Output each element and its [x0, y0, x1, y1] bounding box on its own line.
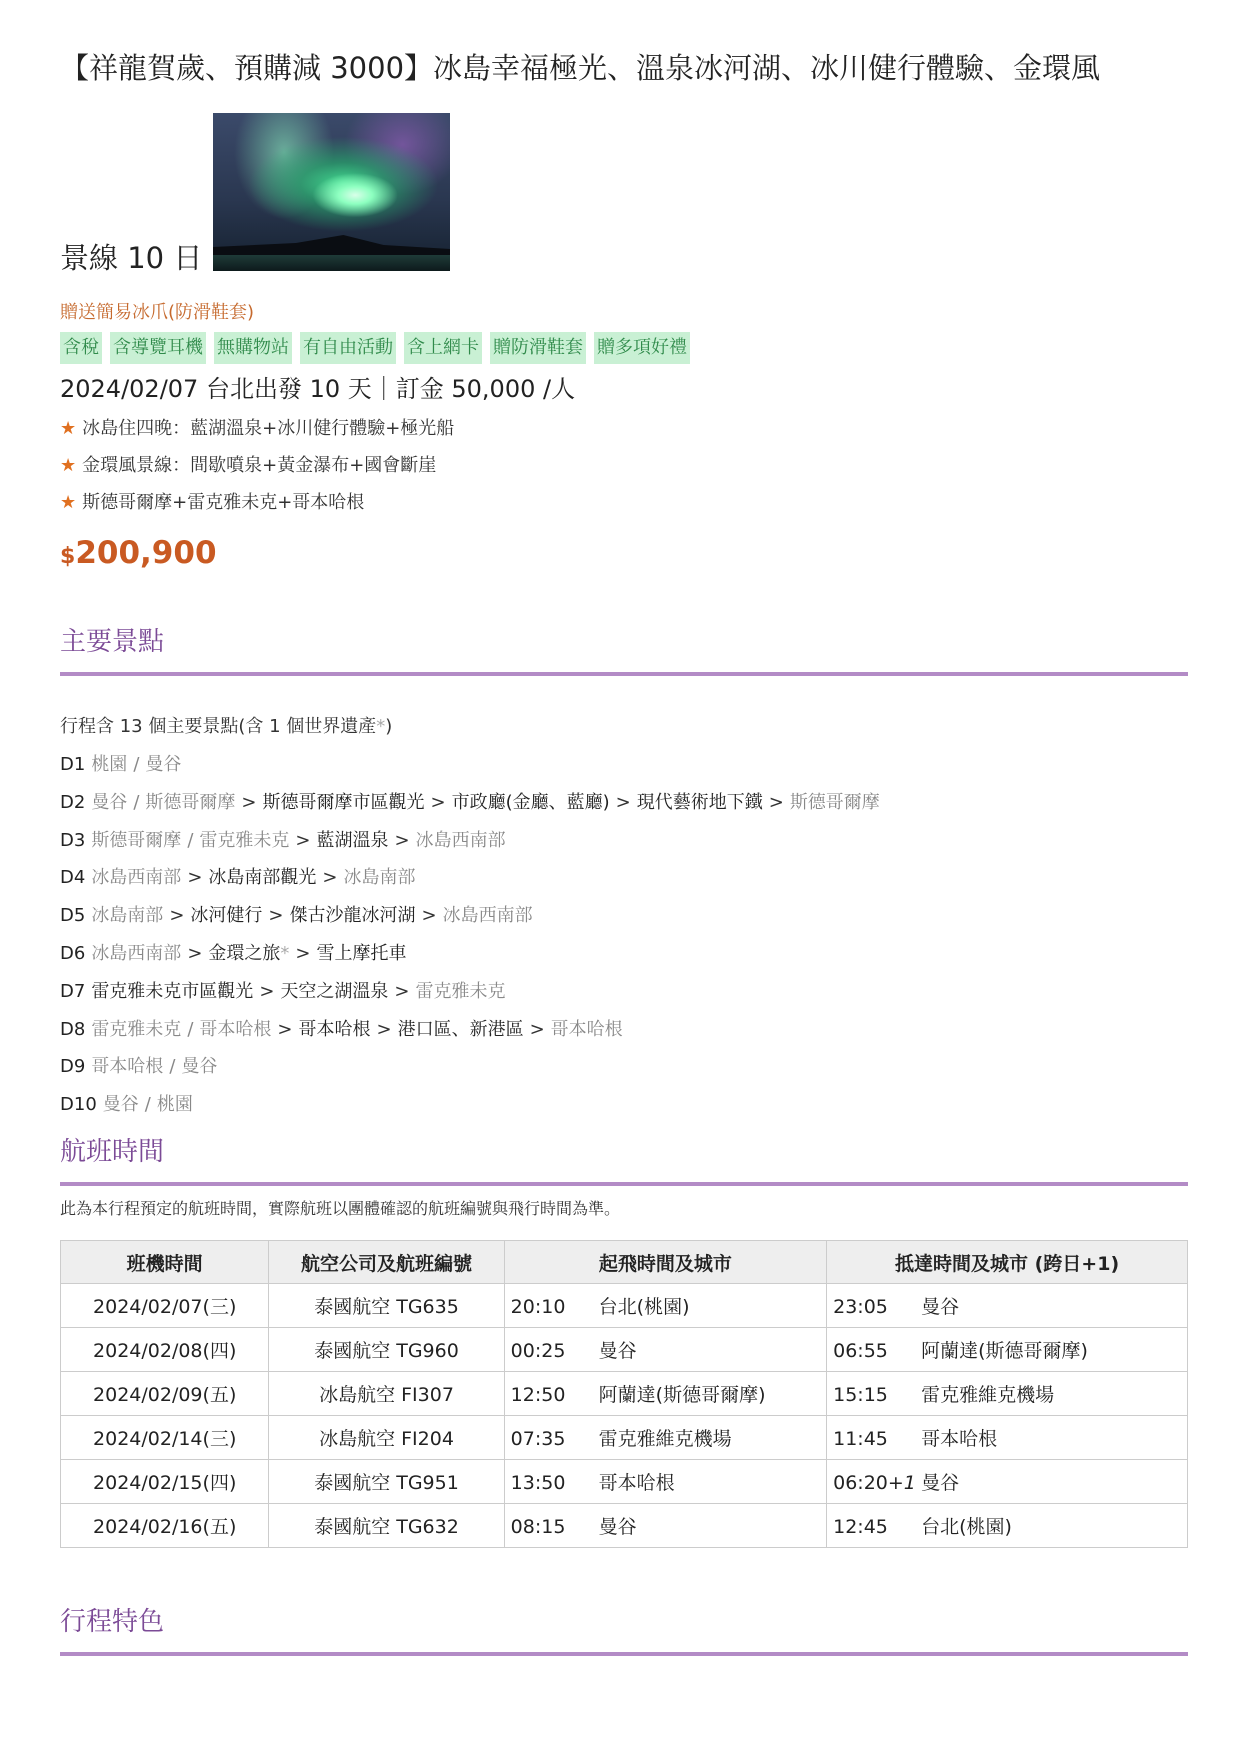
- day-start: 斯德哥爾摩: [91, 829, 182, 851]
- day-start: 哥本哈根: [91, 1056, 164, 1078]
- arrow-separator: >: [768, 791, 784, 813]
- day-start: 雷克雅未克: [91, 1018, 182, 1040]
- day-spot: 雪上摩托車: [316, 942, 407, 964]
- flight-date: 2024/02/15(四): [61, 1460, 269, 1504]
- feature-tags: [60, 332, 690, 364]
- arrival-city: 哥本哈根: [921, 1428, 998, 1450]
- arrow-separator: >: [295, 942, 311, 964]
- flight-airline: 冰島航空 FI204: [269, 1416, 504, 1460]
- arrow-separator: >: [322, 867, 338, 889]
- departure-city: 台北(桃園): [598, 1296, 690, 1318]
- flight-date: 2024/02/14(三): [61, 1416, 269, 1460]
- day-start: 桃園: [91, 754, 128, 775]
- price-currency: $: [60, 544, 76, 569]
- highlights-list: [60, 410, 454, 521]
- price-amount: 200,900: [75, 535, 217, 571]
- tag: 含導覽耳機: [110, 332, 206, 364]
- flight-date: 2024/02/16(五): [61, 1504, 269, 1548]
- flight-arrival: [827, 1372, 1188, 1416]
- departure-city: 曼谷: [598, 1516, 637, 1538]
- itinerary-day: [60, 859, 880, 897]
- tour-title: 【祥龍賀歲、預購減 3000】冰島幸福極光、溫泉冰河湖、冰川健行體驗、金環風: [60, 51, 1101, 85]
- highlight-item: ★ 斯德哥爾摩+雷克雅未克+哥本哈根: [60, 492, 365, 513]
- spots-intro: 行程含 13 個主要景點(含 1 個世界遺產*): [60, 716, 393, 737]
- arrow-separator: >: [259, 980, 275, 1002]
- day-code: D7: [60, 980, 86, 1002]
- flight-airline: 泰國航空 TG632: [269, 1504, 504, 1548]
- flight-table: [60, 1240, 1188, 1548]
- itinerary-day: [60, 973, 880, 1011]
- aurora-photo: [213, 113, 450, 271]
- highlight-item: ★ 冰島住四晚：藍湖溫泉+冰川健行體驗+極光船: [60, 418, 455, 439]
- itinerary-day: [60, 1086, 880, 1124]
- day-start: 曼谷: [91, 791, 128, 813]
- day-stay: 冰島南部: [343, 867, 416, 889]
- table-row: [61, 1284, 1188, 1328]
- arrow-separator: >: [421, 905, 437, 927]
- day-spot: 斯德哥爾摩市區觀光: [262, 791, 425, 813]
- itinerary-day: [60, 784, 880, 822]
- day-spot: 冰島南部觀光: [208, 867, 317, 889]
- departure-time: 13:50: [510, 1472, 566, 1494]
- flight-note: 此為本行程預定的航班時間，實際航班以團體確認的航班編號與飛行時間為準。: [60, 1199, 621, 1218]
- arrow-separator: >: [430, 791, 446, 813]
- flight-arrival: [827, 1328, 1188, 1372]
- day-spot: 金環之旅: [208, 942, 281, 964]
- day-stay: 雷克雅未克: [415, 980, 506, 1002]
- flight-departure: [504, 1416, 826, 1460]
- day-separator: /: [187, 829, 194, 851]
- star-icon: ★: [60, 455, 77, 476]
- flight-arrival: [827, 1504, 1188, 1548]
- flight-departure: [504, 1460, 826, 1504]
- day-separator: /: [133, 791, 140, 813]
- tour-title-continued: 景線 10 日: [60, 241, 203, 275]
- star-icon: ★: [60, 418, 77, 439]
- flight-arrival: [827, 1460, 1188, 1504]
- tag: 有自由活動: [300, 332, 396, 364]
- day-spot: 現代藝術地下鐵: [636, 791, 763, 813]
- flight-airline: 泰國航空 TG951: [269, 1460, 504, 1504]
- arrow-separator: >: [241, 791, 257, 813]
- day-end: 雷克雅未克: [199, 829, 290, 851]
- day-end: 桃園: [156, 1094, 193, 1116]
- table-row: [61, 1328, 1188, 1372]
- day-spot: 雷克雅未克市區觀光: [91, 980, 254, 1002]
- day-code: D3: [60, 829, 86, 851]
- arrival-city: 阿蘭達(斯德哥爾摩): [921, 1340, 1088, 1362]
- itinerary-day: [60, 935, 880, 973]
- day-stay: 斯德哥爾摩: [789, 791, 880, 813]
- flight-departure: [504, 1328, 826, 1372]
- arrow-separator: >: [268, 905, 284, 927]
- column-header: 航空公司及航班編號: [269, 1241, 504, 1284]
- day-separator: /: [133, 754, 140, 775]
- departure-time: 00:25: [510, 1340, 566, 1362]
- itinerary-day: [60, 897, 880, 935]
- departure-city: 曼谷: [598, 1340, 637, 1362]
- flight-airline: 泰國航空 TG960: [269, 1328, 504, 1372]
- day-separator: /: [144, 1094, 151, 1116]
- flight-date: 2024/02/07(三): [61, 1284, 269, 1328]
- section-title-flights: 航班時間: [60, 1132, 1188, 1186]
- day-end: 哥本哈根: [199, 1018, 272, 1040]
- day-spot: 港口區、新港區: [397, 1018, 524, 1040]
- arrow-separator: >: [376, 1018, 392, 1040]
- section-title-features: 行程特色: [60, 1602, 1188, 1656]
- departure-time: 12:50: [510, 1384, 566, 1406]
- day-separator: /: [169, 1056, 176, 1078]
- flight-table-header: [61, 1241, 1188, 1284]
- day-code: D9: [60, 1056, 86, 1078]
- arrival-city: 曼谷: [921, 1472, 960, 1494]
- departure-info: 2024/02/07 台北出發 10 天｜訂金 50,000 /人: [60, 375, 576, 403]
- photo-water: [213, 255, 450, 271]
- departure-city: 哥本哈根: [598, 1472, 675, 1494]
- day-stay: 冰島西南部: [442, 905, 533, 927]
- departure-city: 阿蘭達(斯德哥爾摩): [598, 1384, 766, 1406]
- day-end: 曼谷: [145, 754, 182, 775]
- tag: 含上網卡: [404, 332, 482, 364]
- column-header: 班機時間: [61, 1241, 269, 1284]
- arrow-separator: >: [277, 1018, 293, 1040]
- itinerary-day: [60, 1011, 880, 1049]
- day-code: D4: [60, 867, 86, 889]
- day-spot: 冰河健行: [190, 905, 263, 927]
- day-separator: /: [187, 1018, 194, 1040]
- arrival-time: 12:45: [833, 1516, 888, 1538]
- day-start: 冰島西南部: [91, 867, 182, 889]
- arrival-time: 15:15: [833, 1384, 888, 1406]
- arrival-city: 台北(桃園): [921, 1516, 1012, 1538]
- flight-airline: 冰島航空 FI307: [269, 1372, 504, 1416]
- table-row: [61, 1372, 1188, 1416]
- arrival-city: 雷克雅維克機場: [921, 1384, 1055, 1406]
- flight-date: 2024/02/09(五): [61, 1372, 269, 1416]
- flight-arrival: [827, 1284, 1188, 1328]
- day-stay: 哥本哈根: [550, 1018, 623, 1040]
- day-code: D8: [60, 1018, 86, 1040]
- flight-departure: [504, 1372, 826, 1416]
- arrival-time: 06:20+1: [833, 1472, 916, 1494]
- flight-date: 2024/02/08(四): [61, 1328, 269, 1372]
- itinerary-days: [60, 746, 880, 1124]
- arrow-separator: >: [295, 829, 311, 851]
- day-end: 斯德哥爾摩: [145, 791, 236, 813]
- departure-time: 07:35: [510, 1428, 566, 1450]
- itinerary-day: [60, 822, 880, 860]
- arrival-time: 11:45: [833, 1428, 888, 1450]
- departure-time: 08:15: [510, 1516, 566, 1538]
- day-start: 冰島西南部: [91, 942, 182, 964]
- itinerary-day: [60, 1048, 880, 1086]
- table-row: [61, 1416, 1188, 1460]
- flight-arrival: [827, 1416, 1188, 1460]
- day-code: D2: [60, 791, 86, 813]
- column-header: 抵達時間及城市 (跨日+1): [827, 1241, 1188, 1284]
- arrival-time: 23:05: [833, 1296, 888, 1318]
- section-title-spots: 主要景點: [60, 622, 1188, 676]
- gift-note: 贈送簡易冰爪(防滑鞋套): [60, 302, 255, 323]
- day-end: 曼谷: [181, 1056, 218, 1078]
- arrow-separator: >: [394, 980, 410, 1002]
- arrow-separator: >: [187, 867, 203, 889]
- flight-departure: [504, 1504, 826, 1548]
- arrow-separator: >: [615, 791, 631, 813]
- arrow-separator: >: [169, 905, 185, 927]
- itinerary-day: [60, 746, 880, 784]
- arrival-time: 06:55: [833, 1340, 888, 1362]
- day-code: D1: [60, 754, 86, 775]
- heritage-mark: *: [280, 942, 290, 964]
- departure-city: 雷克雅維克機場: [598, 1428, 732, 1450]
- tag: 贈多項好禮: [594, 332, 690, 364]
- tag: 贈防滑鞋套: [490, 332, 586, 364]
- arrow-separator: >: [529, 1018, 545, 1040]
- flight-airline: 泰國航空 TG635: [269, 1284, 504, 1328]
- day-spot: 傑古沙龍冰河湖: [289, 905, 416, 927]
- day-start: 曼谷: [102, 1094, 139, 1116]
- highlight-item: ★ 金環風景線：間歇噴泉+黃金瀑布+國會斷崖: [60, 455, 437, 476]
- day-code: D10: [60, 1094, 97, 1116]
- departure-time: 20:10: [510, 1296, 566, 1318]
- day-code: D6: [60, 942, 86, 964]
- tag: 含稅: [60, 332, 102, 364]
- day-stay: 冰島西南部: [415, 829, 506, 851]
- day-spot: 藍湖溫泉: [316, 829, 389, 851]
- day-spot: 哥本哈根: [298, 1018, 371, 1040]
- day-start: 冰島南部: [91, 905, 164, 927]
- table-row: [61, 1504, 1188, 1548]
- tag: 無購物站: [214, 332, 292, 364]
- day-spot: 天空之湖溫泉: [280, 980, 389, 1002]
- column-header: 起飛時間及城市: [504, 1241, 826, 1284]
- flight-departure: [504, 1284, 826, 1328]
- price: [60, 535, 217, 571]
- star-icon: ★: [60, 492, 77, 513]
- table-row: [61, 1460, 1188, 1504]
- day-spot: 市政廳(金廳、藍廳): [451, 791, 610, 813]
- arrow-separator: >: [187, 942, 203, 964]
- arrow-separator: >: [394, 829, 410, 851]
- arrival-city: 曼谷: [921, 1296, 960, 1318]
- day-code: D5: [60, 905, 86, 927]
